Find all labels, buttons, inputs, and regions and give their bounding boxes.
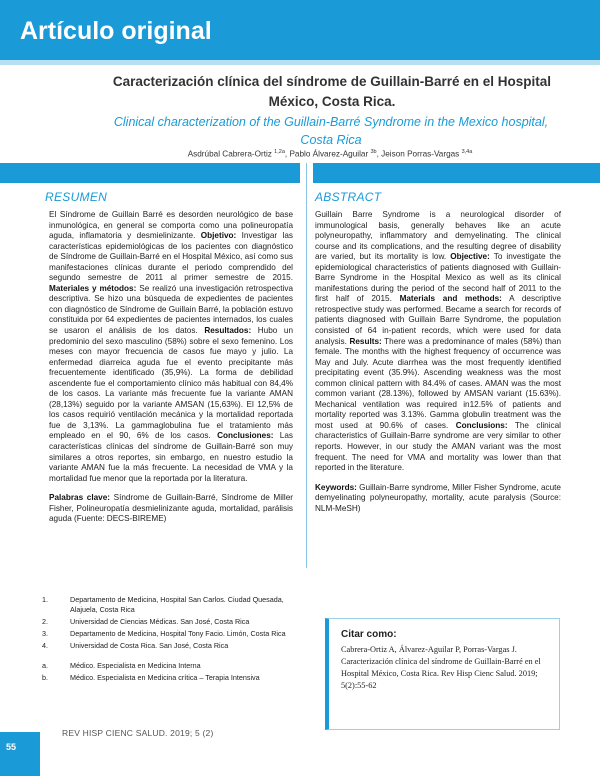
abstract-body xyxy=(315,210,561,523)
authors-line: Asdrúbal Cabrera-Ortiz $^{1,2a}$, Pablo Álvarez-Aguilar $^{3b}$, Jeison Porras-Vargas $^{3,4a}$ xyxy=(187,149,473,159)
palabras-clave xyxy=(49,493,293,525)
author-name: Asdrúbal Cabrera-Ortiz xyxy=(187,149,272,159)
citation-box xyxy=(325,618,560,730)
resumen-bar xyxy=(0,163,300,183)
results-label: Results: xyxy=(349,336,382,346)
affiliation-text: Departamento de Medicina, Hospital San Carlos. Ciudad Quesada, Alajuela, Costa Rica xyxy=(70,595,284,614)
author-name: Jeison Porras-Vargas xyxy=(381,149,460,159)
affiliation-number: 4. xyxy=(42,640,48,650)
palabras-clave-label: Palabras clave: xyxy=(49,493,110,503)
objetivo-text: Investigar las características epidemiológicas de los pacientes con diagnóstico de Síndrome de Guillain-Barré en el Hospital México, así como sus manifestaciones clínicas durante el periodo comprendido del segundo semestre de 2011 al primer semestre de 2015. xyxy=(49,231,294,283)
citation-title: Citar como: xyxy=(341,629,397,640)
resultados-text: Hubo un predominio del sexo masculino (58%) sobre el sexo femenino. Los meses con mayor frecuencia de casos fue mayo y julio. La enfermedad diarreica aguda fue el evento precipitante más frecuentemente identificado (35,9%). La forma de debilidad ascendente fue el comportamiento clínico más habitual con 84,4% de los casos. La variante más frecuente fue la variante AMAN (28,13%) seguido por la variante AMSAN (15,63%). El 12,5% de los casos requirió ventilación mecánica y la mortalidad reportada fue de 3,13%. La gammaglobulina fue el tratamiento más empleado en el 90, 6% de los casos. xyxy=(49,326,294,441)
affiliation-text: Universidad de Costa Rica. San José, Costa Rica xyxy=(70,640,229,650)
abstract-heading: ABSTRACT xyxy=(315,190,382,204)
metodos-text: Se realizó una investigación retrospectiva descriptiva. Se hizo una búsqueda de expedientes de pacientes con diagnóstico de Síndrome de Guillain Barré, la población estuvo constituida por 64 expedientes de pacientes internados, los cuales se usaron el análisis de los datos. xyxy=(49,283,294,336)
column-divider xyxy=(306,163,307,568)
resumen-intro: El Síndrome de Guillain Barré es desorden neurológico de base inmunológica, en general se comporta como una polineuropatía aguda, inflamatoria y desmielinizante. xyxy=(49,210,293,241)
affiliation-text: Universidad de Ciencias Médicas. San José, Costa Rica xyxy=(70,616,250,626)
role-text: Médico. Especialista en Medicina crítica – Terapia Intensiva xyxy=(70,672,260,682)
abstract-bar xyxy=(313,163,600,183)
role-letter: a. xyxy=(42,660,48,670)
keywords-label: Keywords: xyxy=(315,482,357,492)
objetivo-label: Objetivo: xyxy=(200,231,237,241)
header-rule xyxy=(0,60,600,65)
author-affiliation: 1,2a xyxy=(274,149,285,155)
conclusions-label: Conclusions: xyxy=(455,420,508,430)
abstract-paragraph xyxy=(315,210,561,474)
affiliation-item xyxy=(42,595,292,614)
page-number: 55 xyxy=(6,742,17,752)
journal-footer: REV HISP CIENC SALUD. 2019; 5 (2) xyxy=(62,728,214,738)
citation-text: Cabrera-Ortiz A, Álvarez-Aguilar P, Porras-Vargas J. Caracterización clínica del síndrome de Guillain-Barré en el Hospital México, Costa Rica. Rev Hisp Cienc Salud. 2019; 5(2):55-62 xyxy=(341,645,541,690)
resumen-body xyxy=(49,210,293,534)
affiliation-item xyxy=(42,629,292,639)
author-affiliation: 3,4a xyxy=(461,149,473,155)
methods-label: Materials and methods: xyxy=(399,294,502,304)
author-affiliation: 3b xyxy=(370,149,377,155)
resultados-label: Resultados: xyxy=(204,326,252,336)
role-item xyxy=(42,673,292,683)
results-text: There was a predominance of males (58%) than female. The months with the highest frequency of occurrence was May and July. Acute diarrhea was the most frequently identified precipitating event (35.9%). Ascending weakness was the most common clinical pattern with 84.4% of cases. AMAN was the most common variant (28.13%), followed by AMSAN variant (15.63%). Mechanical ventilation was required in12.5% of patients and mortality reported was 3.13%. Gamma globulin treatment was the most used at 90.6% of cases. xyxy=(315,336,561,430)
role-item xyxy=(42,661,292,671)
author-name: Pablo Álvarez-Aguilar xyxy=(289,149,369,159)
conclusiones-label: Conclusiones: xyxy=(217,431,274,441)
resumen-paragraph xyxy=(49,210,293,484)
affiliation-text: Departamento de Medicina, Hospital Tony Facio. Limón, Costa Rica xyxy=(70,628,286,638)
objective-label: Objective: xyxy=(450,252,490,262)
article-title-es: Caracterización clínica del síndrome de Guillain-Barré en el Hospital México, Costa Rica. xyxy=(112,74,552,109)
palabras-clave-text: Síndrome de Guillain-Barré, Síndrome de Miller Fisher, Polineuropatía desmielinizante aguda, mortalidad, parálisis aguda (Fuente: DECS-BIREME) xyxy=(49,493,293,524)
role-letter: b. xyxy=(42,672,48,682)
affiliation-item xyxy=(42,617,292,627)
affiliations-list xyxy=(42,595,292,685)
footer-strip xyxy=(0,732,40,776)
affiliation-number: 1. xyxy=(42,595,48,604)
affiliation-number: 2. xyxy=(42,616,48,626)
keywords xyxy=(315,483,561,515)
conclusiones-text: Las características clínicas del síndrome de Guillain-Barré son muy similares a otros reportes, sin embargo, en nuestro estudio la variante AMAN fue la más frecuente. La necesidad de VMA y la mortalidad fue menor que la reportada por la literatura. xyxy=(49,431,293,483)
objective-text: To investigate the epidemiological characteristics of patients diagnosed with Guillain-Barre Syndrome in the Hospital Mexico as well as its clinical manifestations during the period of the second half of 2011 to the first half of 2015. xyxy=(315,252,561,304)
role-text: Médico. Especialista en Medicina Interna xyxy=(70,660,201,670)
methods-text: A descriptive retrospective study was performed. Became a search for records of patients diagnosed with Guillain Barre Syndrome, the population consisted of 64 in-patient records, which were used for data analysis. xyxy=(315,294,562,346)
article-title-en: Clinical characterization of the Guillain-Barré Syndrome in the Mexico hospital, Costa Rica xyxy=(113,115,549,147)
resumen-heading: RESUMEN xyxy=(45,190,108,204)
affiliation-item xyxy=(42,641,292,651)
affiliation-number: 3. xyxy=(42,628,48,638)
conclusions-text: The clinical characteristics of Guillain-Barre syndrome are very similar to other reports. However, in our study the AMAN variant was the most frequent. The need for VMA and mortality was lower than that reported in the literature. xyxy=(315,420,561,473)
keywords-text: Guillain-Barre syndrome, Miller Fisher Syndrome, acute demyelinating polyneuropathy, mortality, acute paralysis (Source: NLM-MeSH) xyxy=(315,482,561,513)
abstract-intro: Guillain Barre Syndrome is a neurological disorder of immunological basis, generally behaves like an acute polyneuropathy, inflammatory and demyelinating. The clinical course and its complications, and the resulting degree of disability are varied, but its mortality is low. xyxy=(315,210,561,262)
section-label: Artículo original xyxy=(20,17,212,45)
affiliation-spacer xyxy=(42,653,292,661)
metodos-label: Materiales y métodos: xyxy=(49,283,137,293)
